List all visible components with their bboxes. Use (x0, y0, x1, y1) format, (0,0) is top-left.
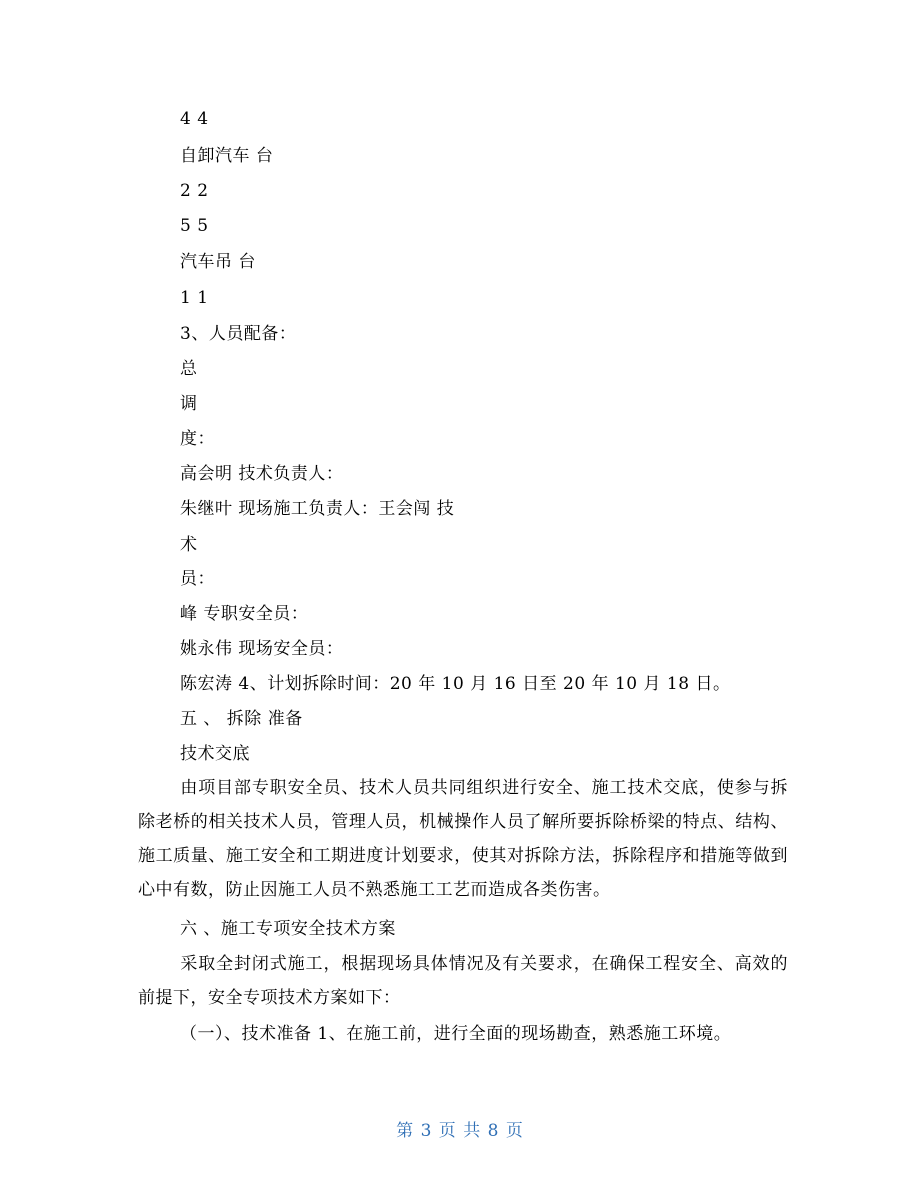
text-line: 高会明 技术负责人： (180, 464, 344, 484)
text-line: 汽车吊 台 (180, 252, 256, 272)
paragraph-tech-briefing: 由项目部专职安全员、技术人员共同组织进行安全、施工技术交底，使参与拆除老桥的相关技术人员，管理人员，机械操作人员了解所要拆除桥梁的特点、结构、施工质量、施工安全和工期进度计划要求，使其对拆除方法，拆除程序和措施等做到心中有数，防止因施工人员不熟悉施工工艺而造成各类伤害。 (138, 778, 788, 900)
text-line: 调 (180, 394, 198, 414)
text-line: 术 (180, 535, 198, 555)
section-heading: 六 、施工专项安全技术方案 (180, 919, 396, 939)
text-line: 总 (180, 359, 198, 379)
text-line: 度： (180, 429, 215, 449)
page-footer: 第 3 页 共 8 页 (396, 1121, 524, 1141)
subsection-heading: 技术交底 (180, 744, 250, 764)
text-line: 姚永伟 现场安全员： (180, 639, 344, 659)
paragraph-safety-plan: 采取全封闭式施工，根据现场具体情况及有关要求，在确保工程安全、高效的前提下，安全专项技术方案如下： (138, 954, 788, 1008)
text-line: （一）、技术准备 1、在施工前，进行全面的现场勘查，熟悉施工环境。 (180, 1024, 732, 1044)
text-line: 4 4 (180, 109, 209, 129)
text-line: 朱继叶 现场施工负责人：王会闯 技 (180, 499, 455, 519)
text-line: 2 2 (180, 181, 209, 201)
text-line: 1 1 (180, 288, 209, 308)
text-line: 峰 专职安全员： (180, 604, 309, 624)
text-line: 3、人员配备： (180, 324, 297, 344)
text-line: 自卸汽车 台 (180, 146, 274, 166)
text-line: 陈宏涛 4、计划拆除时间：20 年 10 月 16 日至 20 年 10 月 18 日。 (180, 674, 731, 694)
text-line: 5 5 (180, 216, 209, 236)
section-heading: 五 、 拆除 准备 (180, 709, 303, 729)
text-line: 员： (180, 569, 215, 589)
